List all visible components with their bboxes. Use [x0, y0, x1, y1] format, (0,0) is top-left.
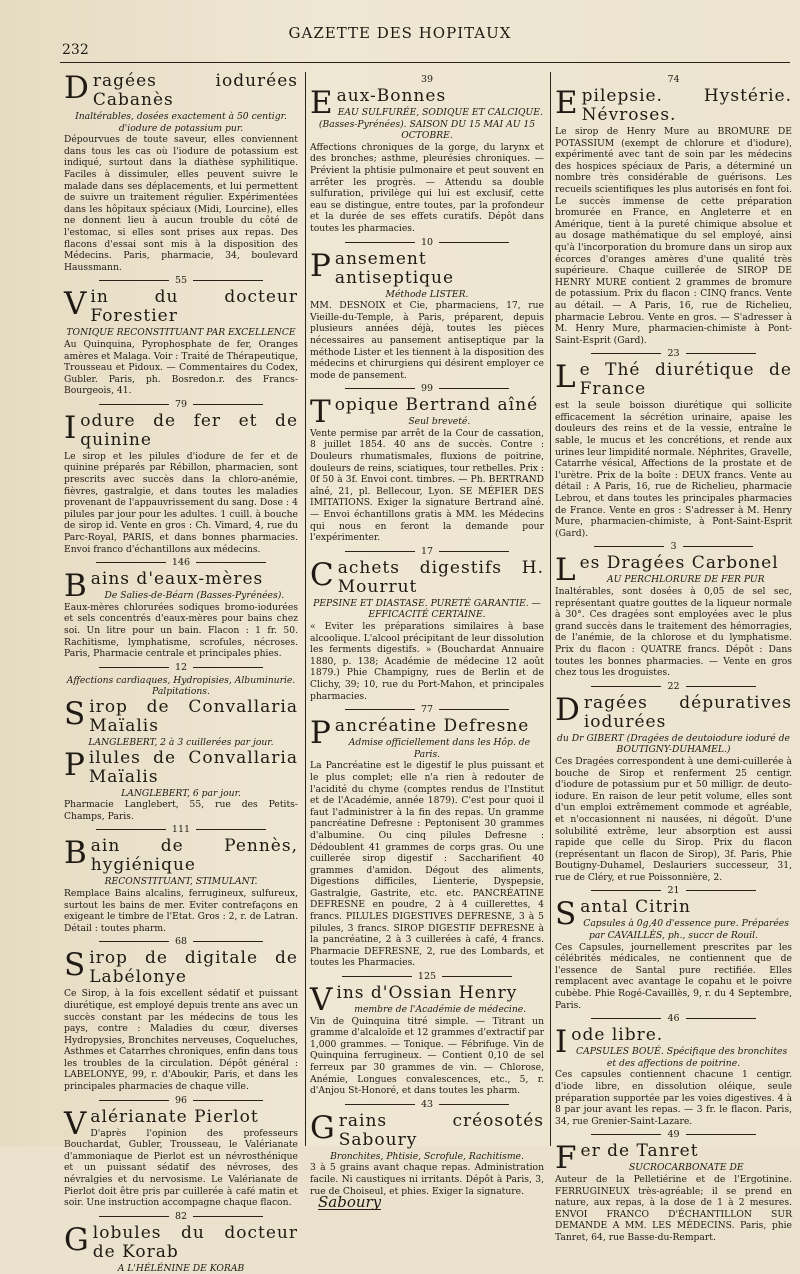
- ad-heading-text: ain de Pennès, hygiénique: [90, 836, 298, 876]
- ad-body: « Eviter les préparations similaires à base alcoolique. L'alcool précipitant de leur dissolution les ferments digestifs. » (Bouchardat Annuaire 1880, p. 138; Académie de médecine 12 août 1879.) Phie Champigny, rues de Berlin et de Clichy, 39; 10, rue du Port-Mahon, et principales pharmacies.: [310, 621, 544, 702]
- ad-heading: [64, 1221, 298, 1262]
- ad-body: Dépourvues de toute saveur, elles conviennent dans tous les cas où l'iodure de potassium est indiqué, surtout dans la diathèse syphilitique. Faciles à dissimuler, elles peuvent suivre le malade dans ses déplacements, et lui permettent de suivre un traitement régulier. Expérimentées dans les hôpitaux spéciaux (Midi, Lourcine), elles ne donnent lieu à aucun trouble du côté de l'estomac, si elles sont prises aux repas. Des flacons d'essai sont mis à la disposition des Médecins. Paris, pharmacie, 34, boulevard Haussmann.: [64, 134, 298, 273]
- page-number: 232: [62, 42, 89, 58]
- advertisement: [310, 717, 544, 969]
- ad-body: Au Quinquina, Pyrophosphate de fer, Oranges amères et Malaga. Voir : Traité de Thérapeutique, Trousseau et Pidoux. — Commentaires du Codex, Gubler. Paris, ph. Bosredon.r. des Francs-Bourgeois, 41.: [64, 338, 298, 397]
- ad-number: 46: [555, 1013, 792, 1024]
- ad-subheading: Admise officiellement dans les Hôp. de Paris.: [348, 737, 531, 760]
- ad-initial-letter: I: [64, 409, 78, 446]
- ad-number: 99: [310, 383, 544, 394]
- ad-heading-text: es Dragées Carbonel: [579, 553, 779, 574]
- ad-body: est la seule boisson diurétique qui sollicite efficacement la sécrétion urinaire, apaise les douleurs des reins et de la vessie, entraîne le sable, le mucus et les concrétions, et rende aux urines leur limpidité normale. Néphrites, Gravelle, Catarrhe vésical, Affections de la prostate et de l'urètre. Prix de la boîte : DEUX francs. Vente au détail : A Paris, 16, rue de Richelieu, pharmacie Lebrou, et dans toutes les principales pharmacies de France. Vente en gros : S'adresser à M. Henry Mure, pharmacien-chimiste, à Pont-Saint-Esprit (Gard).: [555, 400, 792, 539]
- ad-heading-text: rains créosotés Saboury: [338, 1110, 544, 1150]
- ad-number: 22: [555, 681, 792, 692]
- ad-initial-letter: V: [64, 1105, 88, 1142]
- ad-initial-letter: S: [555, 896, 578, 933]
- ad-heading: [64, 695, 298, 736]
- ad-heading-text: in du docteur Forestier: [90, 287, 298, 327]
- ad-number: 146: [64, 557, 298, 568]
- ad-heading-text: e Thé diurétique de France: [579, 360, 792, 400]
- ad-number: 49: [555, 1129, 792, 1140]
- ad-heading: [555, 361, 792, 399]
- ad-heading-text: ragées iodurées Cabanès: [92, 71, 298, 110]
- ad-heading-text: ancréatine Defresne: [334, 716, 530, 737]
- ad-initial-letter: B: [64, 568, 88, 605]
- advertisement: [555, 361, 792, 539]
- ad-heading: [64, 409, 298, 450]
- column-right: [550, 72, 796, 1243]
- ad-body: 3 à 5 grains avant chaque repas. Administration facile. Ni caustiques ni irritants. Dépôt à Paris, 3, rue de Choiseul, et phies. Exiger la signature.: [310, 1162, 544, 1197]
- ad-subheading: RECONSTITUANT, STIMULANT.: [104, 876, 258, 888]
- ad-heading: [555, 691, 792, 732]
- advertisement: [64, 288, 298, 397]
- ad-heading-text: alérianate Pierlot: [90, 1106, 259, 1127]
- advertisement: [310, 984, 544, 1097]
- ad-heading-text: pilepsie. Hystérie. Névroses.: [581, 86, 792, 125]
- header-rule: [60, 62, 790, 63]
- advertisement: [64, 837, 298, 934]
- ad-heading: [310, 85, 544, 121]
- ad-heading: [64, 72, 298, 110]
- ad-subheading: De Salies-de-Béarn (Basses-Pyrénées).: [104, 590, 285, 602]
- ad-heading-text: ilules de Convallaria Maïalis: [88, 747, 298, 787]
- ad-body: La Pancréatine est le digestif le plus puissant et le plus complet; elle n'a rien à redouter de l'acidité du chyme (comptes rendus de l'Institut et de l'Académie, année 1879). C'est pour quoi il faut l'administrer à la fin des repas. Un gramme pancréatine Defresne : Peptonisent 30 grammes d'albumine. Ou cinq pilules Defresne : Dédoublent 41 grammes de corps gras. Ou une cuillerée sirop digestif : Saccharifient 40 grammes d'amidon. Dégout des aliments, Digestions difficiles, Lienterie, Dyspepsie, Gastralgie, Gastrite, etc. etc. PANCRÉATINE DEFRESNE en poudre, 2 à 4 cuillerettes, 4 francs. PILULES DIGESTIVES DEFRESNE, 3 à 5 pilules, 3 francs. SIROP DIGESTIF DEFRESNE à la pancréatine, 2 à 3 cuillerées à café, 4 francs. Pharmacie DEFRESNE, 2, rue des Lombards, et toutes les Pharmacies.: [310, 760, 544, 969]
- ad-initial-letter: S: [64, 695, 87, 732]
- advertisement: [64, 409, 298, 555]
- journal-title: GAZETTE DES HOPITAUX: [288, 24, 512, 42]
- ad-number: 17: [310, 546, 544, 557]
- advertisement: [64, 72, 298, 273]
- advertisement: [64, 675, 298, 698]
- ad-number: 79: [64, 399, 298, 410]
- ad-heading-text: er de Tanret: [580, 1141, 699, 1162]
- ad-subheading: EAU SULFURÉE, SODIQUE ET CALCIQUE. (Basses-Pyrénées). SAISON DU 15 MAI AU 15 OCTOBRE.: [318, 107, 543, 142]
- ad-initial-letter: P: [64, 746, 86, 783]
- ad-body: Ces Capsules, journellement prescrites par les célébrités médicales, ne contiennent que de l'essence de Santal pure rectifiée. Elles remplacent avec avantage le copahu et le poivre cubèbe. Phie Rogé-Cavaillès, 9, r. du 4 Septembre, Paris.: [555, 941, 792, 1011]
- ad-initial-letter: I: [555, 1024, 569, 1061]
- ad-heading: [310, 556, 544, 597]
- ad-number: 43: [310, 1099, 544, 1110]
- ad-heading: [64, 949, 298, 987]
- ad-number: 39: [420, 74, 434, 85]
- ad-body: Auteur de la Pelletiérine et de l'Ergotinine. FERRUGINEUX très-agréable; il se prend en nature, aux repas, à la dose de 1 à 2 mesures. ENVOI FRANCO D'ÉCHANTILLON SUR DEMANDE A MM. LES MÉDECINS. Paris, phie Tanret, 64, rue Basse-du-Rempart.: [555, 1173, 792, 1243]
- advertisement: [555, 898, 792, 1011]
- ad-initial-letter: C: [310, 556, 335, 593]
- ad-heading: [64, 288, 298, 326]
- ad-heading-text: ansement antiseptique: [334, 248, 455, 288]
- column-middle: [305, 72, 548, 1212]
- ad-body: Eaux-mères chlorurées sodiques bromo-iodurées et sels concentrés d'eaux-mères pour bains chez soi. Un litre pour un bain. Flacon : 1 fr. 50. Rachitisme, lymphatisme, scrofules, nécroses. Paris, Pharmacie centrale et principales phies.: [64, 601, 298, 660]
- ad-body: Ces Dragées correspondent à une demi-cuillerée à bouche de Sirop et renferment 25 centigr. d'iodure de potassium pur et 50 milligr. de deuto-iodure. En raison de leur petit volume, elles sont d'un emploi extrêmement commode et agréable, et n'occasionnent ni nausées, ni dégoût. D'une solubilité extrême, leur absorption est aussi rapide que celle du Sirop. Prix du flacon (représentant un flacon de Sirop), 3f. Paris, Phie Boutigny-Duhamel, Deslauriers successeur, 31, rue de Cléry, et rue Poissonnière, 2.: [555, 755, 792, 883]
- advertisement: [64, 570, 298, 660]
- advertisement: [310, 396, 544, 544]
- ad-heading-text: opique Bertrand aîné: [334, 395, 539, 416]
- ad-heading-text: ins d'Ossian Henry: [336, 983, 518, 1004]
- advertisement: [64, 746, 298, 823]
- ad-body: Pharmacie Langlebert, 55, rue des Petits-Champs, Paris.: [64, 799, 298, 822]
- advertisement: [310, 556, 544, 702]
- advertisement: [555, 1026, 792, 1127]
- ad-heading-text: aux-Bonnes: [336, 86, 447, 106]
- advertisement: [310, 1109, 544, 1212]
- ad-subheading: A L'HÉLÉNINE DE KORAB: [117, 1262, 245, 1274]
- ad-heading: [64, 837, 298, 875]
- ad-initial-letter: S: [64, 947, 87, 984]
- ad-initial-letter: V: [310, 982, 334, 1019]
- ad-body: Vin de Quinquina titré simple. — Titrant un gramme d'alcaloïde et 12 grammes d'extractif par 1,000 grammes. — Tonique. — Fébrifuge. Vin de Quinquina ferrugineux. — Contient 0,10 de sel ferreux par 30 grammes de vin. — Chlorose, Anémie, Longues convalescences, etc., 5, r. d'Anjou St-Honoré, et dans toutes les pharm.: [310, 1015, 544, 1097]
- ad-number: 68: [64, 936, 298, 947]
- ad-subheading: Capsules à 0g,40 d'essence pure. Préparées par CAVAILLÈS, ph., succr de Rouil.: [583, 918, 789, 942]
- ad-body: Ce Sirop, à la fois excellent sédatif et puissant diurétique, est employé depuis trente ans avec un succès constant par les médecins de tous les pays, contre : Maladies du cœur, diverses Hydropysies, Bronchites nerveuses, Coqueluches, Asthmes et Catarrhes chroniques, enfin dans tous les troubles de la circulation. Dépôt général : LABELONYE, 99, r. d'Aboukir, Paris, et dans les principales pharmacies de chaque ville.: [64, 988, 298, 1093]
- ad-number: 82: [64, 1211, 298, 1222]
- ad-initial-letter: F: [555, 1140, 578, 1177]
- advertisement: [64, 1221, 298, 1274]
- ad-subheading: SUCROCARBONATE DE: [628, 1162, 744, 1174]
- page-header: [0, 0, 800, 62]
- ad-subheading: Seul breveté.: [408, 416, 471, 428]
- ad-body: Le sirop et les pilules d'iodure de fer et de quinine préparés par Rébillon, pharmacien, sont prescrits avec succès dans la chloro-anémie, fièvres, gastralgie, et dans toutes les maladies provenant de l'appauvrissement du sang. Dose : 4 pilules par jour pour les adultes. 1 cuill. à bouche de sirop id. Vente en gros : Ch. Vimard, 4, rue du Parc-Royal, PARIS, et dans bonnes pharmacies. Envoi franco d'échantillons aux médecins.: [64, 450, 298, 555]
- ad-body: Vente permise par arrêt de la Cour de cassation, 8 juillet 1854. 40 ans de succès. Contre : Douleurs rhumatismales, fluxions de poitrine, douleurs de reins, sciatiques, tour retbelles. Prix : 0f 50 à 3f. Envoi cont. timbres. — Ph. BERTRAND aîné, 21, pl. Bellecour, Lyon. SE MÉFIER DES IMITATIONS. Exiger la signature Bertrand aîné. — Envoi échantillons gratis à MM. les Médecins qui nous en feront la demande pour l'expérimenter.: [310, 427, 544, 544]
- advertisement: [555, 691, 792, 884]
- ad-subheading: LANGLEBERT, 6 par jour.: [121, 787, 241, 799]
- ad-initial-letter: L: [555, 552, 577, 589]
- ad-number: 12: [64, 662, 298, 673]
- ad-initial-letter: V: [64, 286, 88, 323]
- ad-initial-letter: T: [310, 394, 332, 431]
- ad-signature: Saboury: [318, 1193, 382, 1212]
- ad-initial-letter: E: [310, 85, 334, 121]
- ad-initial-letter: B: [64, 835, 88, 872]
- ad-initial-letter: G: [64, 1221, 90, 1258]
- ad-subheading: Bronchites, Phtisie, Scrofule, Rachitisme.: [330, 1150, 524, 1162]
- ad-initial-letter: E: [555, 85, 579, 121]
- ad-body: Affections chroniques de la gorge, du larynx et des bronches; asthme, pleurésies chroniques. — Prévient la phtisie pulmonaire et peut souvent en arrêter les progrès. — Attendu sa double sulfuration, privilège qui lui est exclusif, cette eau se distingue, entre toutes, par la profondeur et la durée de ses effets curatifs. Dépôt dans toutes les pharmacies.: [310, 141, 544, 234]
- ad-heading-text: ains d'eaux-mères: [90, 569, 264, 590]
- ad-initial-letter: L: [555, 359, 577, 396]
- ad-heading: [555, 87, 792, 125]
- ad-body: D'après l'opinion des professeurs Bouchardat, Gubler, Trousseau, le Valérianate d'ammoniaque de Pierlot est un névrosthénique et un puissant sédatif des névroses, des névralgies et du nervosisme. Le Valérianate de Pierlot doit être pris par cuillerée à café matin et soir. Une instruction accompagne chaque flacon.: [64, 1127, 298, 1209]
- advertisement: [555, 554, 792, 678]
- ad-body: Ces capsules contiennent chacune 1 centigr. d'iode libre, en dissolution oléique, seule préparation supportée par les voies digestives. 4 à 8 par jour avant les repas. — 3 fr. le flacon. Paris, 34, rue Grenier-Saint-Lazare.: [555, 1069, 792, 1127]
- ad-heading: [64, 1105, 298, 1142]
- column-left: [60, 70, 302, 1274]
- ad-subheading: AU PERCHLORURE DE FER PUR: [607, 574, 765, 586]
- ad-heading-text: achets digestifs H. Mourrut: [337, 557, 544, 597]
- advertisement: [64, 1105, 298, 1209]
- ad-number: 74: [667, 74, 680, 85]
- advertisement: [555, 87, 792, 346]
- ad-number: 111: [64, 824, 298, 835]
- ad-subheading: PEPSINE ET DIASTASE. PURETÉ GARANTIE. — EFFICACITÉ CERTAINE.: [313, 597, 541, 621]
- ad-initial-letter: G: [310, 1109, 336, 1146]
- ad-body: MM. DESNOIX et Cie, pharmaciens, 17, rue Vieille-du-Temple, à Paris, préparent, depuis plusieurs années déjà, toutes les pièces nécessaires au pansement antiseptique par la méthode Lister et les tiennent à la disposition des médecins et chirurgiens qui désirent employer ce mode de pansement.: [310, 300, 544, 381]
- advertisement: [64, 949, 298, 1092]
- ad-heading: [310, 1109, 544, 1150]
- ad-number: 3: [555, 541, 792, 552]
- ad-subheading: TONIQUE RECONSTITUANT PAR EXCELLENCE: [66, 327, 296, 339]
- advertisement: [64, 695, 298, 749]
- ad-initial-letter: D: [64, 70, 90, 106]
- ad-heading-text: odure de fer et de quinine: [80, 410, 298, 450]
- ad-number: 77: [310, 704, 544, 715]
- ad-number: 125: [310, 971, 544, 982]
- ad-number: 10: [310, 237, 544, 248]
- advertisement-columns: [60, 70, 795, 1274]
- ad-heading-text: ode libre.: [571, 1025, 664, 1046]
- ad-subheading: du Dr GIBERT (Dragées de deutoiodure ioduré de BOUTIGNY-DUHAMEL.): [557, 732, 790, 756]
- ad-number: 96: [64, 1095, 298, 1106]
- ad-number: 55: [64, 275, 298, 286]
- ad-heading-text: irop de digitale de Labélonye: [89, 948, 298, 988]
- ad-heading-text: antal Citrin: [580, 897, 691, 918]
- ad-body: Inaltérables, sont dosées à 0,05 de sel sec, représentant quatre gouttes de la liqueur normale à 30°. Ces dragées sont employées avec le plus grand succès dans le traitement des hémorragies, de l'anémie, de la chlorose et du lymphatisme. Prix du flacon : QUATRE francs. Dépôt : Dans toutes les bonnes pharmacies. — Vente en gros chez tous les droguistes.: [555, 586, 792, 679]
- ad-subheading: CAPSULES BOUÉ. Spécifique des bronchites et des affections de poitrine.: [576, 1046, 788, 1069]
- ad-heading: [64, 746, 298, 787]
- advertisement: [310, 87, 544, 235]
- ad-initial-letter: D: [555, 691, 581, 728]
- ad-heading-text: irop de Convallaria Maïalis: [89, 696, 298, 736]
- ad-initial-letter: P: [310, 247, 332, 284]
- ad-heading-text: lobules du docteur de Korab: [92, 1222, 298, 1262]
- ad-number: 23: [555, 348, 792, 359]
- ad-subheading: Affections cardiaques, Hydropisies, Albuminurie. Palpitations.: [66, 674, 296, 698]
- ad-subheading: LANGLEBERT, 2 à 3 cuillerées par jour.: [88, 736, 274, 748]
- advertisement: [310, 247, 544, 382]
- ad-subheading: Méthode LISTER.: [385, 288, 469, 300]
- ad-heading-text: ragées dépuratives iodurées: [583, 692, 792, 732]
- ad-heading: [310, 247, 544, 288]
- ad-body: Remplace Bains alcalins, ferrugineux, sulfureux, surtout les bains de mer. Eviter contrefaçons en exigeant le timbre de l'Etat. Gros : 2, r. de Latran. Détail : toutes pharm.: [64, 887, 298, 934]
- ad-initial-letter: P: [310, 715, 332, 752]
- ad-subheading: membre de l'Académie de médecine.: [354, 1004, 527, 1016]
- ad-number: 21: [555, 885, 792, 896]
- ad-body: Le sirop de Henry Mure au BROMURE DE POTASSIUM (exempt de chlorure et d'iodure), expérimenté avec tant de soin par les médecins des hospices spéciaux de Paris, a déterminé un nombre très considérable de guérisons. Les recueils scientifiques les plus autorisés en font foi. Le succès immense de cette préparation bromurée en France, en Angleterre et en Amérique, tient à la pureté chimique absolue et au dosage mathématique du sel employé, ainsi qu'à l'incorporation du bromure dans un sirop aux écorces d'oranges amères d'une qualité très supérieure. Chaque cuillerée de SIROP DE HENRY MURE contient 2 grammes de bromure de potassium. Prix du flacon : CINQ francs. Vente au détail. — A Paris, 16, rue de Richelieu, pharmacie Lebrou. Vente en gros. — S'adresser à M. Henry Mure, pharmacien-chimiste à Pont-Saint-Esprit (Gard).: [555, 126, 792, 346]
- ad-subheading: Inaltérables, dosées exactement à 50 centigr. d'iodure de potassium pur.: [75, 111, 287, 134]
- advertisement: [555, 1142, 792, 1243]
